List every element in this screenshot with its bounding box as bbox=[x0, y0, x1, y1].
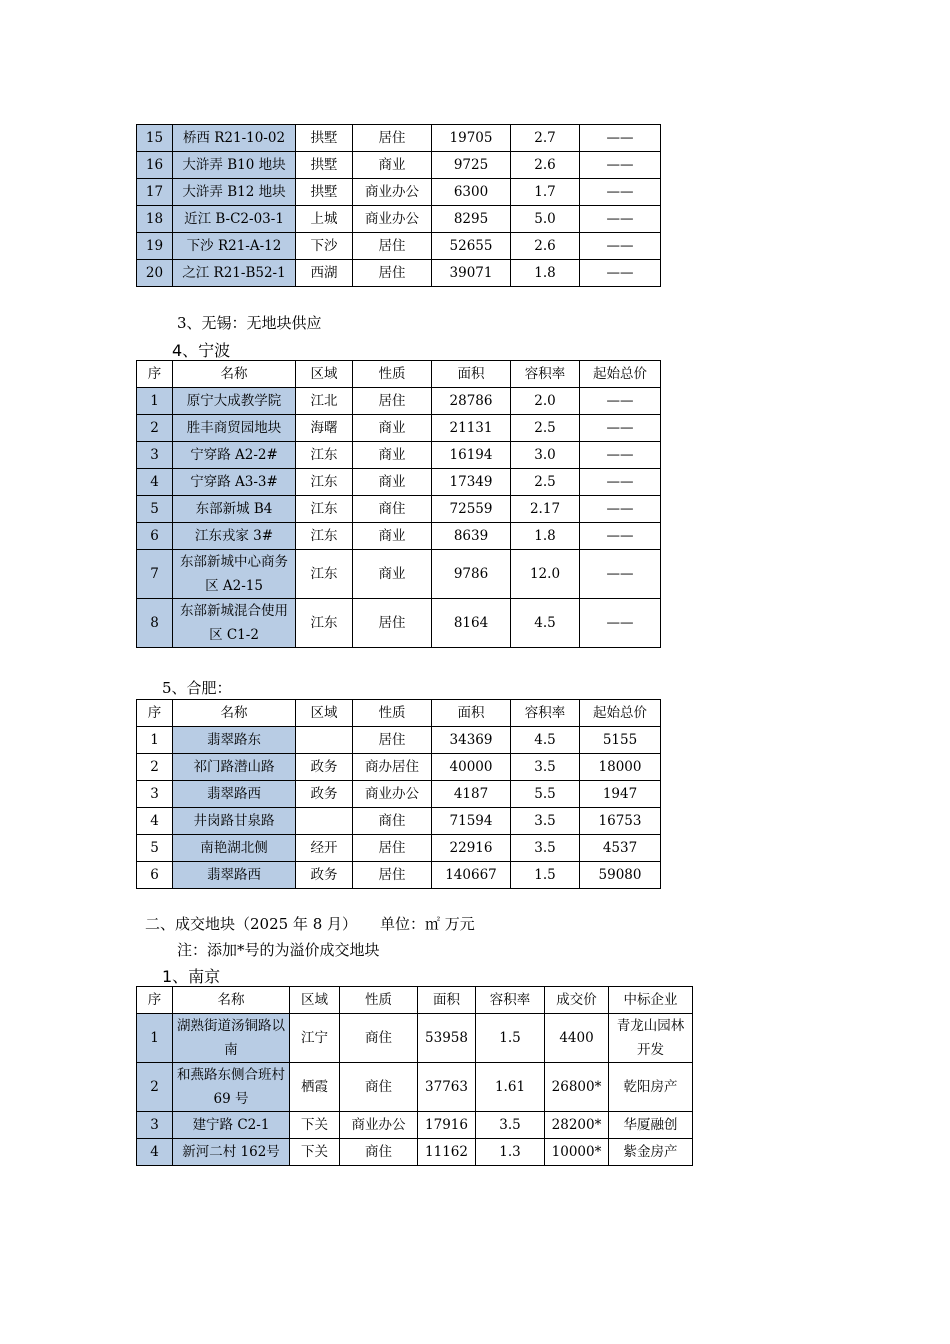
cell-winner: 紫金房产 bbox=[609, 1139, 693, 1166]
cell-price: —— bbox=[580, 260, 661, 287]
cell-name: 井岗路甘泉路 bbox=[173, 808, 296, 835]
cell-far: 4.5 bbox=[511, 599, 580, 648]
cell-usage: 商业 bbox=[353, 550, 432, 599]
cell-index: 1 bbox=[137, 388, 173, 415]
header-usage: 性质 bbox=[353, 700, 432, 727]
header-usage: 性质 bbox=[340, 987, 418, 1014]
cell-district: 江宁 bbox=[290, 1014, 340, 1063]
cell-index: 1 bbox=[137, 727, 173, 754]
cell-index: 3 bbox=[137, 1112, 173, 1139]
table-row bbox=[137, 260, 661, 287]
header-usage: 性质 bbox=[353, 361, 432, 388]
cell-deal-price: 26800* bbox=[545, 1063, 609, 1112]
cell-area: 72559 bbox=[432, 496, 511, 523]
cell-name: 大浒弄 B12 地块 bbox=[173, 179, 296, 206]
cell-district: 江东 bbox=[296, 442, 353, 469]
cell-usage: 商办居住 bbox=[353, 754, 432, 781]
cell-index: 5 bbox=[137, 496, 173, 523]
cell-far: 2.6 bbox=[511, 152, 580, 179]
table-row bbox=[137, 1063, 693, 1112]
cell-district: 栖霞 bbox=[290, 1063, 340, 1112]
nanjing-deal-table bbox=[136, 986, 693, 1166]
cell-name: 宁穿路 A3-3# bbox=[173, 469, 296, 496]
cell-winner: 青龙山园林开发 bbox=[609, 1014, 693, 1063]
header-name: 名称 bbox=[173, 987, 290, 1014]
header-district: 区域 bbox=[296, 700, 353, 727]
header-price: 起始总价 bbox=[580, 700, 661, 727]
cell-far: 3.5 bbox=[511, 835, 580, 862]
cell-name: 祁门路潜山路 bbox=[173, 754, 296, 781]
cell-area: 40000 bbox=[432, 754, 511, 781]
cell-far: 5.0 bbox=[511, 206, 580, 233]
cell-usage: 商业 bbox=[353, 469, 432, 496]
section2-unit: 单位：㎡ 万元 bbox=[380, 915, 475, 933]
cell-price: —— bbox=[580, 550, 661, 599]
table-row bbox=[137, 1112, 693, 1139]
cell-usage: 居住 bbox=[353, 727, 432, 754]
cell-district: 政务 bbox=[296, 781, 353, 808]
cell-area: 19705 bbox=[432, 125, 511, 152]
cell-winner: 乾阳房产 bbox=[609, 1063, 693, 1112]
cell-area: 8295 bbox=[432, 206, 511, 233]
cell-district: 政务 bbox=[296, 754, 353, 781]
cell-area: 22916 bbox=[432, 835, 511, 862]
cell-name: 原宁大成教学院 bbox=[173, 388, 296, 415]
cell-usage: 商业 bbox=[353, 415, 432, 442]
cell-name: 建宁路 C2-1 bbox=[173, 1112, 290, 1139]
cell-price: —— bbox=[580, 388, 661, 415]
cell-price: —— bbox=[580, 233, 661, 260]
cell-usage: 居住 bbox=[353, 599, 432, 648]
cell-price: 1947 bbox=[580, 781, 661, 808]
cell-district: 经开 bbox=[296, 835, 353, 862]
table-row bbox=[137, 599, 661, 648]
table-row bbox=[137, 152, 661, 179]
cell-area: 6300 bbox=[432, 179, 511, 206]
table-row bbox=[137, 1139, 693, 1166]
cell-district: 上城 bbox=[296, 206, 353, 233]
cell-price: —— bbox=[580, 523, 661, 550]
cell-far: 3.0 bbox=[511, 442, 580, 469]
cell-name: 近江 B-C2-03-1 bbox=[173, 206, 296, 233]
table-row bbox=[137, 179, 661, 206]
cell-price: —— bbox=[580, 125, 661, 152]
cell-usage: 商业办公 bbox=[353, 781, 432, 808]
table-row bbox=[137, 808, 661, 835]
cell-index: 15 bbox=[137, 125, 173, 152]
header-winner: 中标企业 bbox=[609, 987, 693, 1014]
hefei-land-table bbox=[136, 699, 661, 889]
header-area: 面积 bbox=[432, 361, 511, 388]
cell-district: 拱墅 bbox=[296, 179, 353, 206]
cell-name: 翡翠路西 bbox=[173, 862, 296, 889]
cell-usage: 居住 bbox=[353, 260, 432, 287]
cell-far: 2.5 bbox=[511, 415, 580, 442]
cell-index: 2 bbox=[137, 1063, 173, 1112]
cell-usage: 居住 bbox=[353, 125, 432, 152]
cell-district: 江东 bbox=[296, 523, 353, 550]
cell-area: 8164 bbox=[432, 599, 511, 648]
cell-district: 下沙 bbox=[296, 233, 353, 260]
cell-price: —— bbox=[580, 152, 661, 179]
cell-deal-price: 4400 bbox=[545, 1014, 609, 1063]
cell-area: 53958 bbox=[418, 1014, 476, 1063]
table-row bbox=[137, 727, 661, 754]
header-district: 区域 bbox=[296, 361, 353, 388]
header-district: 区域 bbox=[290, 987, 340, 1014]
table-row bbox=[137, 442, 661, 469]
cell-district: 江北 bbox=[296, 388, 353, 415]
header-area: 面积 bbox=[418, 987, 476, 1014]
cell-usage: 居住 bbox=[353, 233, 432, 260]
cell-deal-price: 28200* bbox=[545, 1112, 609, 1139]
ningbo-heading: 4、宁波 bbox=[172, 341, 231, 360]
cell-usage: 商业 bbox=[353, 152, 432, 179]
cell-name: 新河二村 162号 bbox=[173, 1139, 290, 1166]
cell-far: 1.5 bbox=[511, 862, 580, 889]
section2-title: 二、成交地块（2025 年 8 月） bbox=[145, 915, 358, 933]
cell-price: —— bbox=[580, 179, 661, 206]
table-row bbox=[137, 781, 661, 808]
cell-index: 4 bbox=[137, 469, 173, 496]
cell-name: 桥西 R21-10-02 bbox=[173, 125, 296, 152]
cell-price: 59080 bbox=[580, 862, 661, 889]
header-far: 容积率 bbox=[511, 361, 580, 388]
cell-winner: 华厦融创 bbox=[609, 1112, 693, 1139]
cell-district: 江东 bbox=[296, 599, 353, 648]
cell-price: —— bbox=[580, 496, 661, 523]
cell-usage: 商业办公 bbox=[353, 206, 432, 233]
cell-price: —— bbox=[580, 599, 661, 648]
cell-index: 2 bbox=[137, 415, 173, 442]
cell-district: 政务 bbox=[296, 862, 353, 889]
cell-far: 2.5 bbox=[511, 469, 580, 496]
table-row bbox=[137, 496, 661, 523]
cell-far: 3.5 bbox=[511, 808, 580, 835]
cell-index: 4 bbox=[137, 1139, 173, 1166]
cell-index: 3 bbox=[137, 442, 173, 469]
cell-name: 翡翠路西 bbox=[173, 781, 296, 808]
cell-index: 16 bbox=[137, 152, 173, 179]
cell-name: 东部新城 B4 bbox=[173, 496, 296, 523]
cell-area: 39071 bbox=[432, 260, 511, 287]
cell-area: 17349 bbox=[432, 469, 511, 496]
cell-district: 江东 bbox=[296, 496, 353, 523]
cell-usage: 商住 bbox=[340, 1063, 418, 1112]
cell-area: 28786 bbox=[432, 388, 511, 415]
cell-usage: 商住 bbox=[340, 1014, 418, 1063]
cell-area: 52655 bbox=[432, 233, 511, 260]
table-header-row bbox=[137, 700, 661, 727]
cell-district: 下关 bbox=[290, 1139, 340, 1166]
cell-far: 3.5 bbox=[511, 754, 580, 781]
hefei-heading: 5、合肥： bbox=[162, 679, 232, 697]
cell-index: 18 bbox=[137, 206, 173, 233]
header-name: 名称 bbox=[173, 361, 296, 388]
cell-price: —— bbox=[580, 206, 661, 233]
header-index: 序 bbox=[137, 700, 173, 727]
table-row bbox=[137, 415, 661, 442]
cell-index: 4 bbox=[137, 808, 173, 835]
ningbo-land-table bbox=[136, 360, 661, 648]
cell-name: 下沙 R21-A-12 bbox=[173, 233, 296, 260]
cell-area: 37763 bbox=[418, 1063, 476, 1112]
cell-far: 4.5 bbox=[511, 727, 580, 754]
cell-area: 4187 bbox=[432, 781, 511, 808]
table-row bbox=[137, 523, 661, 550]
cell-district: 海曙 bbox=[296, 415, 353, 442]
cell-price: —— bbox=[580, 442, 661, 469]
table-row bbox=[137, 388, 661, 415]
cell-index: 7 bbox=[137, 550, 173, 599]
cell-index: 5 bbox=[137, 835, 173, 862]
cell-index: 17 bbox=[137, 179, 173, 206]
cell-name: 南艳湖北侧 bbox=[173, 835, 296, 862]
cell-far: 12.0 bbox=[511, 550, 580, 599]
cell-index: 6 bbox=[137, 523, 173, 550]
cell-far: 1.7 bbox=[511, 179, 580, 206]
cell-index: 19 bbox=[137, 233, 173, 260]
header-deal-price: 成交价 bbox=[545, 987, 609, 1014]
cell-far: 1.61 bbox=[476, 1063, 545, 1112]
table-row bbox=[137, 835, 661, 862]
cell-area: 11162 bbox=[418, 1139, 476, 1166]
cell-area: 17916 bbox=[418, 1112, 476, 1139]
cell-index: 2 bbox=[137, 754, 173, 781]
cell-name: 翡翠路东 bbox=[173, 727, 296, 754]
table-row bbox=[137, 1014, 693, 1063]
cell-index: 6 bbox=[137, 862, 173, 889]
cell-district bbox=[296, 727, 353, 754]
cell-price: 18000 bbox=[580, 754, 661, 781]
table-header-row bbox=[137, 987, 693, 1014]
cell-district: 江东 bbox=[296, 550, 353, 599]
cell-price: —— bbox=[580, 469, 661, 496]
header-area: 面积 bbox=[432, 700, 511, 727]
cell-area: 16194 bbox=[432, 442, 511, 469]
hangzhou-land-table bbox=[136, 124, 661, 287]
cell-usage: 商业 bbox=[353, 442, 432, 469]
cell-name: 宁穿路 A2-2# bbox=[173, 442, 296, 469]
cell-district: 拱墅 bbox=[296, 125, 353, 152]
cell-far: 2.7 bbox=[511, 125, 580, 152]
cell-far: 2.17 bbox=[511, 496, 580, 523]
table-header-row bbox=[137, 361, 661, 388]
cell-usage: 商业办公 bbox=[340, 1112, 418, 1139]
cell-name: 大浒弄 B10 地块 bbox=[173, 152, 296, 179]
cell-deal-price: 10000* bbox=[545, 1139, 609, 1166]
wuxi-line: 3、无锡：无地块供应 bbox=[177, 314, 322, 332]
header-index: 序 bbox=[137, 361, 173, 388]
cell-area: 140667 bbox=[432, 862, 511, 889]
cell-name: 东部新城混合使用区 C1-2 bbox=[173, 599, 296, 648]
cell-price: 16753 bbox=[580, 808, 661, 835]
header-far: 容积率 bbox=[511, 700, 580, 727]
table-row bbox=[137, 469, 661, 496]
table-row bbox=[137, 754, 661, 781]
cell-usage: 商住 bbox=[353, 496, 432, 523]
cell-usage: 商业办公 bbox=[353, 179, 432, 206]
cell-district: 拱墅 bbox=[296, 152, 353, 179]
table-row bbox=[137, 233, 661, 260]
cell-area: 34369 bbox=[432, 727, 511, 754]
cell-index: 1 bbox=[137, 1014, 173, 1063]
cell-usage: 居住 bbox=[353, 835, 432, 862]
cell-far: 2.6 bbox=[511, 233, 580, 260]
table-row bbox=[137, 550, 661, 599]
cell-usage: 商业 bbox=[353, 523, 432, 550]
table-row bbox=[137, 125, 661, 152]
cell-usage: 商住 bbox=[353, 808, 432, 835]
cell-district: 西湖 bbox=[296, 260, 353, 287]
cell-far: 1.3 bbox=[476, 1139, 545, 1166]
cell-name: 之江 R21-B52-1 bbox=[173, 260, 296, 287]
cell-index: 8 bbox=[137, 599, 173, 648]
cell-index: 20 bbox=[137, 260, 173, 287]
header-price: 起始总价 bbox=[580, 361, 661, 388]
cell-name: 江东戎家 3# bbox=[173, 523, 296, 550]
cell-area: 9786 bbox=[432, 550, 511, 599]
header-far: 容积率 bbox=[476, 987, 545, 1014]
cell-far: 1.8 bbox=[511, 260, 580, 287]
cell-far: 1.5 bbox=[476, 1014, 545, 1063]
cell-price: 4537 bbox=[580, 835, 661, 862]
cell-price: 5155 bbox=[580, 727, 661, 754]
cell-area: 71594 bbox=[432, 808, 511, 835]
table-row bbox=[137, 206, 661, 233]
cell-usage: 商住 bbox=[340, 1139, 418, 1166]
header-name: 名称 bbox=[173, 700, 296, 727]
table-row bbox=[137, 862, 661, 889]
nanjing-heading: 1、南京 bbox=[162, 967, 221, 986]
cell-far: 1.8 bbox=[511, 523, 580, 550]
cell-area: 8639 bbox=[432, 523, 511, 550]
cell-name: 东部新城中心商务区 A2-15 bbox=[173, 550, 296, 599]
cell-usage: 居住 bbox=[353, 862, 432, 889]
cell-price: —— bbox=[580, 415, 661, 442]
cell-index: 3 bbox=[137, 781, 173, 808]
cell-far: 3.5 bbox=[476, 1112, 545, 1139]
header-index: 序 bbox=[137, 987, 173, 1014]
cell-name: 胜丰商贸园地块 bbox=[173, 415, 296, 442]
cell-far: 5.5 bbox=[511, 781, 580, 808]
cell-usage: 居住 bbox=[353, 388, 432, 415]
cell-name: 和燕路东侧合班村 69 号 bbox=[173, 1063, 290, 1112]
cell-district bbox=[296, 808, 353, 835]
cell-name: 湖熟街道汤铜路以南 bbox=[173, 1014, 290, 1063]
cell-district: 江东 bbox=[296, 469, 353, 496]
cell-district: 下关 bbox=[290, 1112, 340, 1139]
cell-far: 2.0 bbox=[511, 388, 580, 415]
cell-area: 9725 bbox=[432, 152, 511, 179]
cell-area: 21131 bbox=[432, 415, 511, 442]
section2-note: 注：添加*号的为溢价成交地块 bbox=[177, 941, 380, 959]
